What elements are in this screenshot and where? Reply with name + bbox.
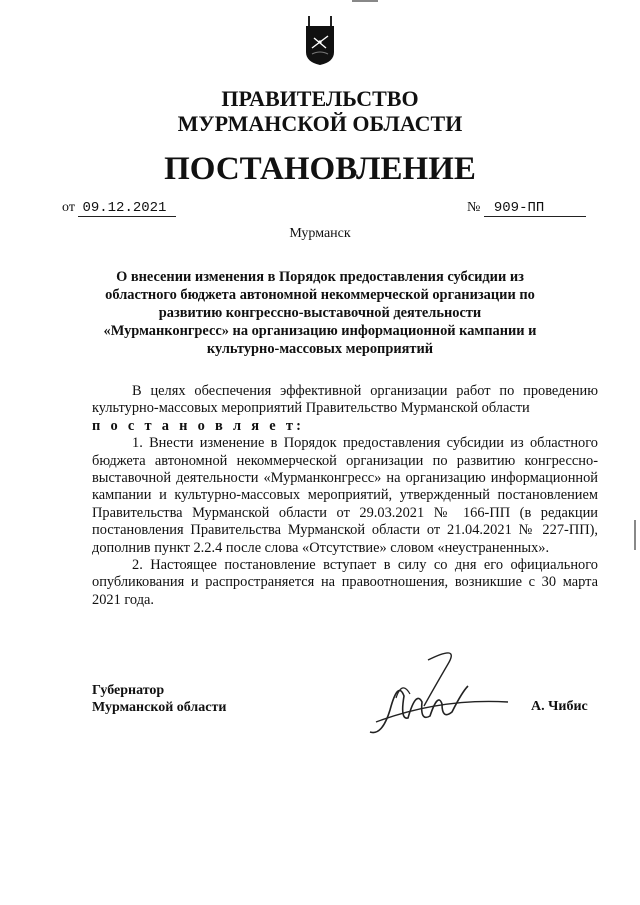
government-title — [0, 86, 640, 136]
document-body — [92, 383, 598, 609]
date-prefix: от — [62, 200, 75, 215]
number-row — [467, 200, 586, 217]
signatory-title — [92, 682, 226, 716]
city: Мурманск — [289, 226, 351, 241]
date-row — [62, 200, 176, 217]
handwritten-signature — [330, 640, 520, 740]
item-1-paragraph: 1. Внести изменение в Порядок предоставления субсидии из областного бюджета автономной некоммерческой организации по развитию конгрессно-выставочной деятельности «Мурманконгресс» на организацию информационной кампании и культурно-массовых мероприятий, утвержденный постановлением Правительства Мурманской области от 29.03.2021 № 166-ПП (в редакции постановления Правительства Мурманской области от 21.04.2021 № 227-ПП), дополнив пункт 2.2.4 после слова «Отсутствие» словом «неустраненных». — [92, 435, 598, 556]
scan-mark-top — [352, 0, 378, 2]
item-2-paragraph: 2. Настоящее постановление вступает в силу со дня его официального опубликования и распространяется на правоотношения, возникшие с 30 марта 2021 года. — [92, 557, 598, 608]
preamble-text: В целях обеспечения эффективной организации работ по проведению культурно-массовых мероприятий Правительство Мурманской области — [92, 383, 598, 417]
scan-mark-right — [634, 520, 636, 550]
signatory-title-line1: Губернатор — [92, 683, 165, 698]
preamble-paragraph — [92, 383, 598, 418]
government-title-line2: МУРМАНСКОЙ ОБЛАСТИ — [177, 111, 463, 136]
signatory-title-line2: Мурманской области — [92, 700, 227, 715]
number-prefix: № — [467, 200, 481, 215]
government-title-line1: ПРАВИТЕЛЬСТВО — [221, 86, 419, 111]
document-date: 09.12.2021 — [78, 200, 176, 217]
coat-of-arms-icon — [304, 14, 336, 66]
resolves-text: п о с т а н о в л я е т: — [92, 417, 305, 434]
document-type-heading: ПОСТАНОВЛЕНИЕ — [164, 151, 476, 187]
document-subject: О внесении изменения в Порядок предоставления субсидии из областного бюджета автономной некоммерческой организации по развитию конгрессно-выставочной деятельности «Мурманконгресс» на организацию информационной кампании и культурно-массовых мероприятий — [103, 269, 537, 357]
signatory-name: А. Чибис — [531, 699, 588, 714]
resolves-line — [92, 418, 598, 435]
document-number: 909-ПП — [484, 200, 586, 217]
